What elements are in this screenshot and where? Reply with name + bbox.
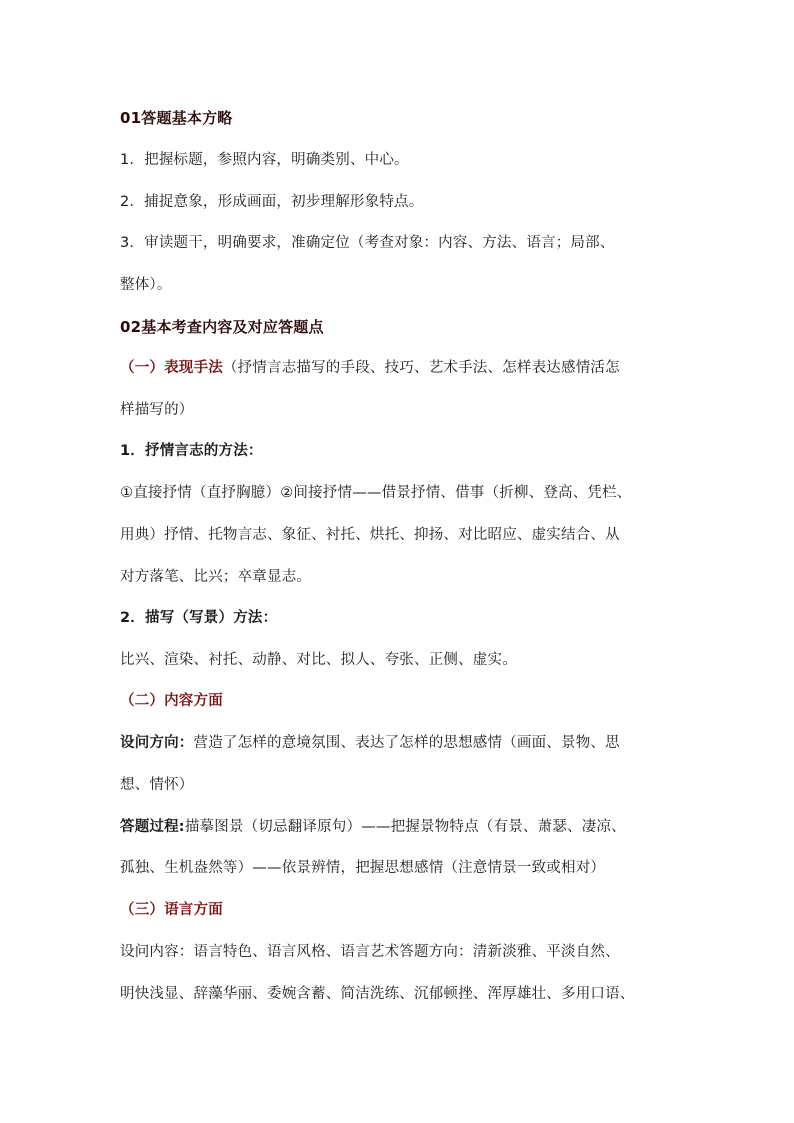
part-1-sub-2-title: 2．描写（写景）方法：	[120, 610, 278, 626]
part-3-label: （三）语言方面	[120, 902, 223, 918]
part-1-sub-2-line: 比兴、渲染、衬托、动静、对比、拟人、夸张、正侧、虚实。	[120, 652, 517, 668]
part-1-intro	[120, 358, 620, 378]
part-2-question-cont: 想、情怀）	[120, 777, 194, 793]
part-3-line-1: 设问内容：语言特色、语言风格、语言艺术答题方向：清新淡雅、平淡自然、	[120, 944, 620, 960]
part-1-text: （抒情言志描写的手段、技巧、艺术手法、怎样表达感情活怎	[222, 360, 620, 376]
part-1-sub-1-line-1: ①直接抒情（直抒胸臆）②间接抒情——借景抒情、借事（折柳、登高、凭栏、	[120, 485, 632, 501]
part-1-sub-1-title: 1．抒情言志的方法：	[120, 443, 263, 459]
part-2-label: （二）内容方面	[120, 693, 223, 709]
section-1-item-1: 1．把握标题，参照内容，明确类别、中心。	[120, 152, 409, 168]
part-2-answer	[120, 817, 626, 837]
part-1-label: （一）表现手法	[120, 360, 223, 376]
section-1-item-3: 3．审读题干，明确要求，准确定位（考查对象：内容、方法、语言；局部、	[120, 235, 615, 251]
section-1-item-2: 2．捕捉意象，形成画面，初步理解形象特点。	[120, 194, 424, 210]
section-1-title: 01答题基本方略	[120, 109, 233, 127]
part-1-intro-cont: 样描写的）	[120, 402, 194, 418]
part-1-sub-1-line-2: 用典）抒情、托物言志、象征、衬托、烘托、抑扬、对比昭应、虚实结合、从	[120, 527, 620, 543]
section-2-title: 02基本考查内容及对应答题点	[120, 318, 324, 336]
part-3-line-2: 明快浅显、辞藻华丽、委婉含蓄、简洁洗练、沉郁顿挫、浑厚雄壮、多用口语、	[120, 986, 635, 1002]
section-1-item-3-cont: 整体）。	[120, 277, 172, 293]
part-2-answer-cont: 孤独、生机盎然等）——依景辨情，把握思想感情（注意情景一致或相对）	[120, 860, 606, 876]
part-2-question-label: 设问方向：	[120, 735, 194, 751]
part-1-sub-1-line-3: 对方落笔、比兴；卒章显志。	[120, 569, 312, 585]
part-2-answer-label: 答题过程:	[120, 819, 185, 835]
part-2-answer-text: 描摹图景（切忌翻译原句）——把握景物特点（有景、萧瑟、凄凉、	[184, 819, 626, 835]
part-2-question-text: 营造了怎样的意境氛围、表达了怎样的思想感情（画面、景物、思	[193, 735, 620, 751]
part-2-question	[120, 733, 620, 753]
